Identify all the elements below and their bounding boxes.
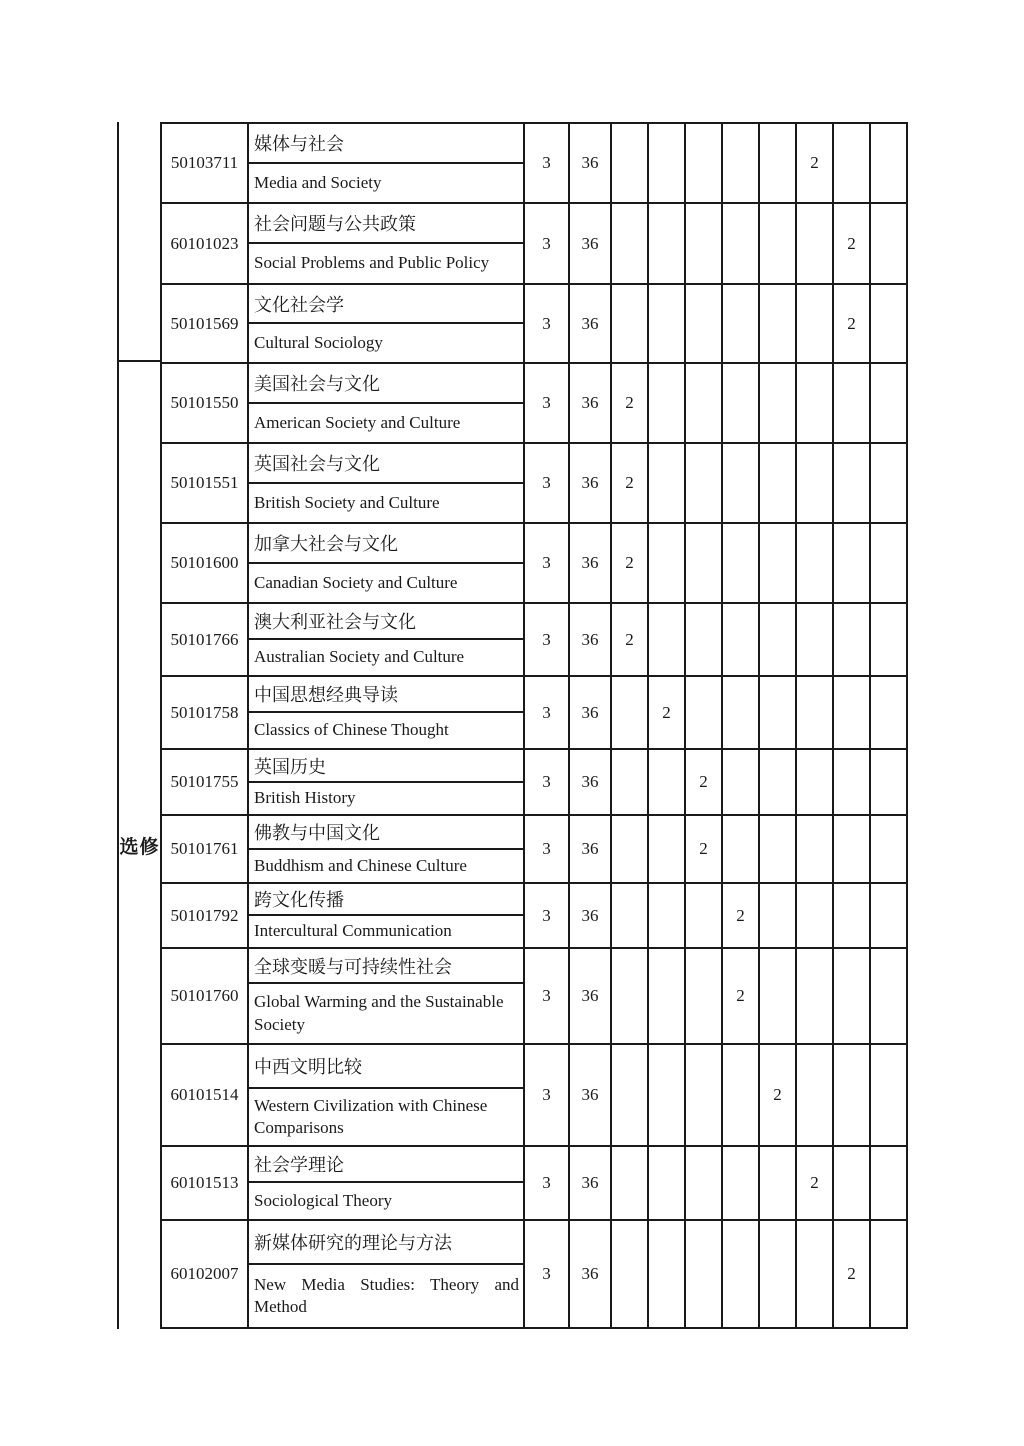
course-name-cell [249, 524, 525, 602]
course-code: 50101600 [162, 524, 249, 602]
semester-8-cell [871, 750, 906, 814]
course-code: 60102007 [162, 1221, 249, 1327]
semester-2-cell [649, 204, 686, 283]
semester-7-cell [834, 604, 871, 675]
semester-8-cell [871, 444, 906, 522]
category-cell-elective: 选修 [119, 837, 160, 858]
semester-8-cell [871, 285, 906, 362]
course-hours: 36 [570, 285, 612, 362]
semester-4-cell [723, 124, 760, 202]
semester-2-cell [649, 124, 686, 202]
course-hours: 36 [570, 604, 612, 675]
semester-4-cell: 2 [723, 949, 760, 1043]
course-name-cell [249, 1221, 525, 1327]
course-name-en [249, 1089, 523, 1145]
semester-5-cell [760, 949, 797, 1043]
semester-3-cell [686, 1147, 723, 1219]
course-name-en-text: Classics of Chinese Thought [254, 720, 449, 740]
course-name-en [249, 404, 523, 442]
semester-3-cell [686, 1221, 723, 1327]
semester-8-cell [871, 524, 906, 602]
course-name-cell [249, 444, 525, 522]
course-name-cell [249, 285, 525, 362]
semester-8-cell [871, 816, 906, 882]
semester-2-cell: 2 [649, 677, 686, 748]
course-credits: 3 [525, 285, 570, 362]
course-name-en-text: New Media Studies: Theory and Method [254, 1274, 519, 1316]
course-name-cn: 英国社会与文化 [249, 444, 523, 484]
course-hours: 36 [570, 1045, 612, 1145]
course-code: 60101023 [162, 204, 249, 283]
semester-8-cell [871, 364, 906, 442]
course-name-cn: 美国社会与文化 [249, 364, 523, 404]
course-code: 50101551 [162, 444, 249, 522]
course-code: 60101514 [162, 1045, 249, 1145]
semester-1-cell: 2 [612, 604, 649, 675]
course-name-en [249, 564, 523, 602]
semester-3-cell [686, 604, 723, 675]
semester-5-cell [760, 604, 797, 675]
semester-6-cell [797, 949, 834, 1043]
course-hours: 36 [570, 444, 612, 522]
semester-3-cell [686, 677, 723, 748]
semester-4-cell [723, 604, 760, 675]
semester-7-cell [834, 1147, 871, 1219]
course-hours: 36 [570, 524, 612, 602]
semester-2-cell [649, 884, 686, 947]
semester-1-cell [612, 204, 649, 283]
semester-4-cell [723, 204, 760, 283]
course-hours: 36 [570, 204, 612, 283]
course-name-cn: 跨文化传播 [249, 884, 523, 916]
semester-7-cell [834, 816, 871, 882]
semester-3-cell [686, 124, 723, 202]
table-row [162, 1045, 906, 1147]
table-row [162, 1221, 906, 1327]
course-credits: 3 [525, 884, 570, 947]
course-name-cn: 文化社会学 [249, 285, 523, 324]
course-credits: 3 [525, 750, 570, 814]
semester-1-cell [612, 124, 649, 202]
course-code: 50101550 [162, 364, 249, 442]
table-row [162, 124, 906, 204]
course-hours: 36 [570, 1221, 612, 1327]
table-row [162, 750, 906, 816]
course-name-cell [249, 124, 525, 202]
semester-6-cell [797, 204, 834, 283]
semester-2-cell [649, 1221, 686, 1327]
semester-3-cell [686, 364, 723, 442]
semester-3-cell [686, 1045, 723, 1145]
course-name-cn: 中国思想经典导读 [249, 677, 523, 713]
course-name-cell [249, 604, 525, 675]
semester-1-cell [612, 677, 649, 748]
course-name-en [249, 984, 523, 1043]
table-row [162, 444, 906, 524]
semester-1-cell [612, 949, 649, 1043]
semester-4-cell [723, 677, 760, 748]
course-credits: 3 [525, 604, 570, 675]
semester-1-cell [612, 884, 649, 947]
course-name-cn: 中西文明比较 [249, 1045, 523, 1089]
course-name-en-text: Intercultural Communication [254, 921, 452, 941]
semester-1-cell [612, 1045, 649, 1145]
semester-8-cell [871, 204, 906, 283]
semester-1-cell [612, 1147, 649, 1219]
semester-8-cell [871, 124, 906, 202]
semester-4-cell [723, 1045, 760, 1145]
course-name-cell [249, 1045, 525, 1145]
course-hours: 36 [570, 1147, 612, 1219]
semester-1-cell [612, 1221, 649, 1327]
course-name-cn: 加拿大社会与文化 [249, 524, 523, 564]
course-credits: 3 [525, 524, 570, 602]
course-name-cn: 佛教与中国文化 [249, 816, 523, 850]
course-credits: 3 [525, 1147, 570, 1219]
semester-5-cell [760, 1147, 797, 1219]
course-credits: 3 [525, 364, 570, 442]
semester-4-cell [723, 750, 760, 814]
course-name-cn: 全球变暖与可持续性社会 [249, 949, 523, 984]
semester-7-cell [834, 677, 871, 748]
course-name-en-text: British Society and Culture [254, 492, 440, 512]
course-name-cn: 英国历史 [249, 750, 523, 783]
semester-7-cell: 2 [834, 1221, 871, 1327]
table-row [162, 884, 906, 949]
semester-6-cell [797, 677, 834, 748]
semester-2-cell [649, 444, 686, 522]
course-hours: 36 [570, 124, 612, 202]
semester-3-cell [686, 949, 723, 1043]
course-name-en [249, 164, 523, 202]
course-credits: 3 [525, 949, 570, 1043]
semester-5-cell [760, 750, 797, 814]
semester-7-cell [834, 124, 871, 202]
semester-7-cell [834, 884, 871, 947]
course-name-en-text: British History [254, 788, 356, 808]
course-code: 50101761 [162, 816, 249, 882]
semester-6-cell [797, 750, 834, 814]
semester-5-cell [760, 677, 797, 748]
semester-8-cell [871, 677, 906, 748]
course-name-cell [249, 949, 525, 1043]
semester-2-cell [649, 1147, 686, 1219]
semester-3-cell: 2 [686, 816, 723, 882]
semester-6-cell [797, 285, 834, 362]
semester-1-cell: 2 [612, 444, 649, 522]
course-name-cell [249, 816, 525, 882]
course-hours: 36 [570, 750, 612, 814]
semester-7-cell [834, 524, 871, 602]
semester-5-cell [760, 884, 797, 947]
semester-1-cell: 2 [612, 524, 649, 602]
semester-5-cell [760, 364, 797, 442]
semester-2-cell [649, 524, 686, 602]
course-name-cell [249, 204, 525, 283]
course-name-cell [249, 364, 525, 442]
semester-6-cell [797, 444, 834, 522]
semester-8-cell [871, 1147, 906, 1219]
semester-7-cell [834, 750, 871, 814]
course-credits: 3 [525, 816, 570, 882]
course-name-cn: 媒体与社会 [249, 124, 523, 164]
course-credits: 3 [525, 444, 570, 522]
semester-4-cell [723, 364, 760, 442]
semester-3-cell [686, 204, 723, 283]
course-name-en [249, 244, 523, 283]
semester-3-cell [686, 444, 723, 522]
course-name-en-text: Social Problems and Public Policy [254, 253, 490, 273]
course-code: 50101569 [162, 285, 249, 362]
semester-2-cell [649, 949, 686, 1043]
semester-6-cell [797, 884, 834, 947]
table-row [162, 604, 906, 677]
semester-6-cell [797, 1221, 834, 1327]
course-name-en-text: Canadian Society and Culture [254, 572, 458, 592]
course-name-cell [249, 750, 525, 814]
course-name-cell [249, 1147, 525, 1219]
course-code: 50101758 [162, 677, 249, 748]
semester-7-cell [834, 1045, 871, 1145]
course-name-cell [249, 677, 525, 748]
table-row [162, 524, 906, 604]
semester-4-cell [723, 1221, 760, 1327]
semester-6-cell [797, 816, 834, 882]
semester-1-cell: 2 [612, 364, 649, 442]
course-name-en [249, 1183, 523, 1219]
semester-4-cell [723, 1147, 760, 1219]
course-name-en [249, 850, 523, 882]
category-column [117, 122, 160, 1329]
semester-2-cell [649, 364, 686, 442]
semester-7-cell: 2 [834, 285, 871, 362]
semester-7-cell: 2 [834, 204, 871, 283]
semester-2-cell [649, 285, 686, 362]
course-name-en [249, 324, 523, 362]
semester-6-cell: 2 [797, 1147, 834, 1219]
semester-6-cell: 2 [797, 124, 834, 202]
semester-4-cell [723, 524, 760, 602]
table-row [162, 204, 906, 285]
semester-1-cell [612, 285, 649, 362]
course-hours: 36 [570, 884, 612, 947]
semester-7-cell [834, 444, 871, 522]
course-name-en-text: Australian Society and Culture [254, 647, 465, 667]
semester-4-cell [723, 816, 760, 882]
semester-5-cell [760, 444, 797, 522]
semester-5-cell [760, 204, 797, 283]
semester-5-cell [760, 816, 797, 882]
table-row [162, 364, 906, 444]
course-name-cn: 社会问题与公共政策 [249, 204, 523, 244]
course-code: 50101792 [162, 884, 249, 947]
course-hours: 36 [570, 364, 612, 442]
course-name-en [249, 484, 523, 522]
semester-1-cell [612, 816, 649, 882]
semester-5-cell: 2 [760, 1045, 797, 1145]
course-code: 60101513 [162, 1147, 249, 1219]
course-code: 50103711 [162, 124, 249, 202]
course-name-en [249, 783, 523, 814]
semester-5-cell [760, 1221, 797, 1327]
semester-7-cell [834, 949, 871, 1043]
course-credits: 3 [525, 677, 570, 748]
course-name-cn: 社会学理论 [249, 1147, 523, 1183]
semester-4-cell [723, 444, 760, 522]
semester-2-cell [649, 604, 686, 675]
semester-2-cell [649, 750, 686, 814]
course-credits: 3 [525, 204, 570, 283]
semester-6-cell [797, 364, 834, 442]
course-name-en-text: Buddhism and Chinese Culture [254, 855, 467, 875]
semester-3-cell [686, 524, 723, 602]
semester-8-cell [871, 1221, 906, 1327]
course-name-cn: 新媒体研究的理论与方法 [249, 1221, 523, 1265]
course-hours: 36 [570, 677, 612, 748]
category-cell-continued [119, 122, 160, 362]
table-row [162, 285, 906, 364]
course-credits: 3 [525, 1221, 570, 1327]
semester-5-cell [760, 524, 797, 602]
course-name-en-text: Sociological Theory [254, 1190, 393, 1210]
semester-6-cell [797, 604, 834, 675]
semester-6-cell [797, 1045, 834, 1145]
semester-8-cell [871, 604, 906, 675]
course-name-en-text: Western Civilization with Chinese Comparisons [254, 1095, 488, 1137]
course-name-cn: 澳大利亚社会与文化 [249, 604, 523, 640]
semester-7-cell [834, 364, 871, 442]
table-row [162, 677, 906, 750]
semester-5-cell [760, 124, 797, 202]
semester-1-cell [612, 750, 649, 814]
course-name-en [249, 1265, 523, 1327]
semester-3-cell [686, 285, 723, 362]
course-name-cell [249, 884, 525, 947]
semester-3-cell: 2 [686, 750, 723, 814]
semester-4-cell: 2 [723, 884, 760, 947]
semester-2-cell [649, 816, 686, 882]
semester-2-cell [649, 1045, 686, 1145]
course-code: 50101755 [162, 750, 249, 814]
course-credits: 3 [525, 124, 570, 202]
semester-8-cell [871, 949, 906, 1043]
course-table [160, 122, 908, 1329]
course-name-en-text: American Society and Culture [254, 412, 461, 432]
table-row [162, 949, 906, 1045]
course-hours: 36 [570, 949, 612, 1043]
course-name-en [249, 640, 523, 675]
course-name-en [249, 713, 523, 748]
semester-8-cell [871, 1045, 906, 1145]
course-name-en [249, 916, 523, 947]
semester-4-cell [723, 285, 760, 362]
course-hours: 36 [570, 816, 612, 882]
semester-6-cell [797, 524, 834, 602]
course-name-en-text: Media and Society [254, 172, 382, 192]
semester-5-cell [760, 285, 797, 362]
course-code: 50101766 [162, 604, 249, 675]
table-row [162, 1147, 906, 1221]
course-credits: 3 [525, 1045, 570, 1145]
course-code: 50101760 [162, 949, 249, 1043]
table-row [162, 816, 906, 884]
semester-3-cell [686, 884, 723, 947]
course-name-en-text: Cultural Sociology [254, 332, 383, 352]
course-name-en-text: Global Warming and the Sustainable Society [254, 992, 504, 1034]
semester-8-cell [871, 884, 906, 947]
